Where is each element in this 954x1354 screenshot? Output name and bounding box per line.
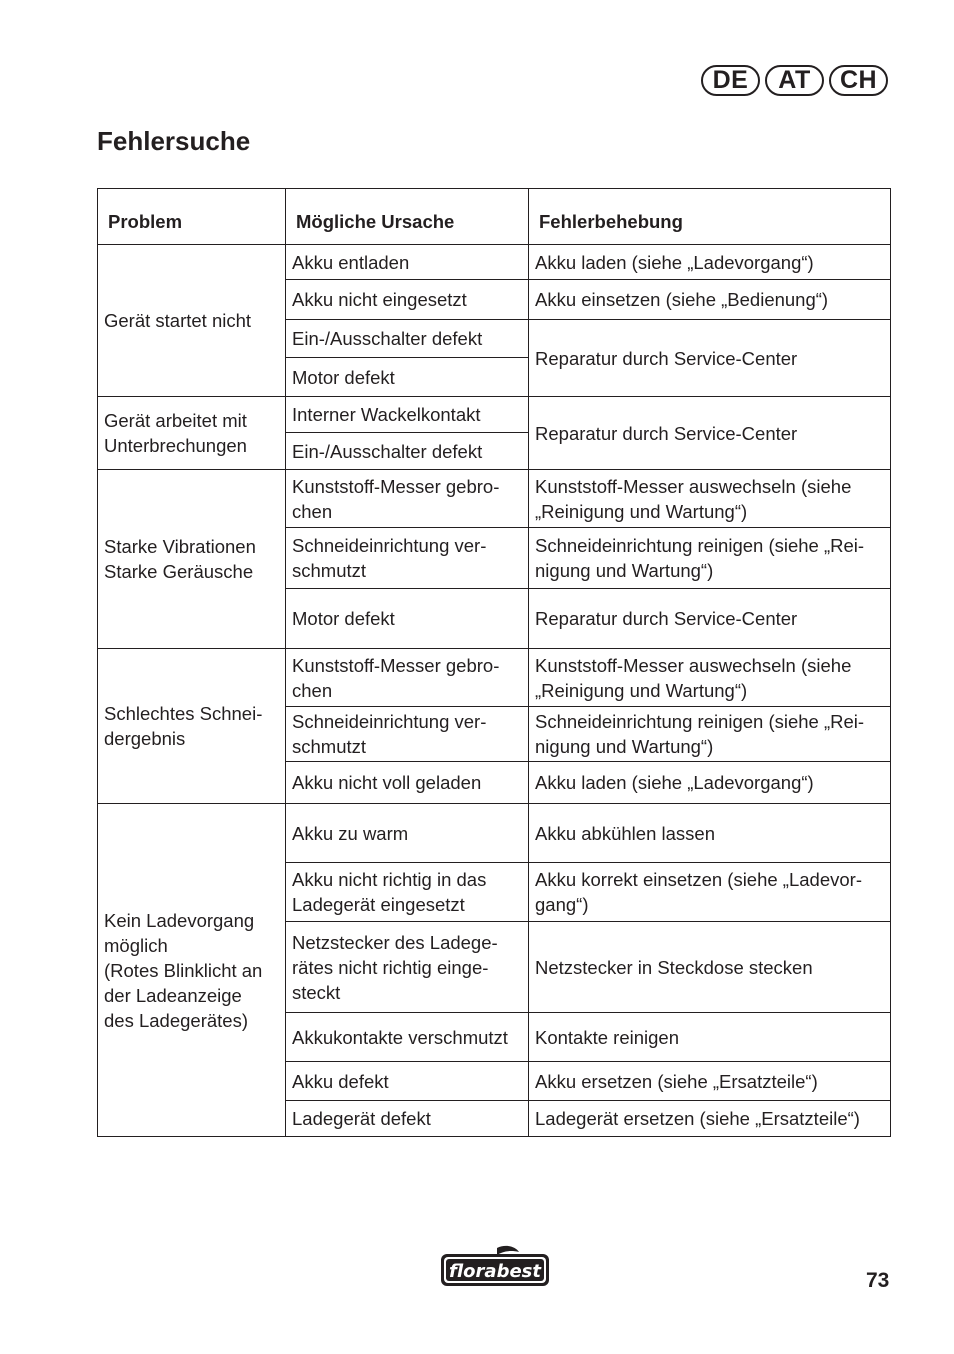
table-row <box>98 245 891 280</box>
page-title: Fehlersuche <box>97 126 251 156</box>
remedy-cell: Schneideinrichtung reinigen (siehe „Rei- nigung und Wartung“) <box>529 528 891 589</box>
cause-cell: Akku nicht richtig in das Ladegerät eingesetzt <box>286 863 529 922</box>
cause-cell: Ein-/Ausschalter defekt <box>286 433 529 470</box>
column-header-cause: Mögliche Ursache <box>286 189 529 245</box>
cause-cell: Kunststoff-Messer gebro- chen <box>286 649 529 707</box>
remedy-cell: Akku laden (siehe „Ladevorgang“) <box>529 762 891 804</box>
remedy-cell: Kontakte reinigen <box>529 1013 891 1062</box>
remedy-cell: Ladegerät ersetzen (siehe „Ersatzteile“) <box>529 1101 891 1137</box>
country-badge-ch: CH <box>829 65 888 96</box>
problem-cell: Starke Vibrationen Starke Geräusche <box>98 470 286 649</box>
country-badge-at: AT <box>765 65 824 96</box>
remedy-cell: Akku laden (siehe „Ladevorgang“) <box>529 245 891 280</box>
cause-cell: Akku entladen <box>286 245 529 280</box>
brand-logo-text: florabest <box>449 1261 541 1282</box>
country-badges <box>701 65 888 96</box>
cause-cell: Ein-/Ausschalter defekt <box>286 320 529 358</box>
table-row <box>98 470 891 528</box>
cause-cell: Kunststoff-Messer gebro- chen <box>286 470 529 528</box>
remedy-cell: Kunststoff-Messer auswechseln (siehe „Reinigung und Wartung“) <box>529 470 891 528</box>
remedy-cell: Netzstecker in Steckdose stecken <box>529 922 891 1013</box>
cause-cell: Schneideinrichtung ver- schmutzt <box>286 707 529 762</box>
remedy-cell: Akku korrekt einsetzen (siehe „Ladevor- gang“) <box>529 863 891 922</box>
brand-logo <box>439 1244 551 1295</box>
cause-cell: Akku zu warm <box>286 804 529 863</box>
page-number: 73 <box>866 1269 890 1292</box>
cause-cell: Akku defekt <box>286 1062 529 1101</box>
column-header-problem: Problem <box>98 189 286 245</box>
remedy-cell: Reparatur durch Service-Center <box>529 320 891 397</box>
remedy-cell: Schneideinrichtung reinigen (siehe „Rei- nigung und Wartung“) <box>529 707 891 762</box>
cause-cell: Motor defekt <box>286 589 529 649</box>
cause-cell: Netzstecker des Ladege- rätes nicht richtig einge- steckt <box>286 922 529 1013</box>
problem-cell: Schlechtes Schnei- dergebnis <box>98 649 286 804</box>
table-row <box>98 649 891 707</box>
remedy-cell: Reparatur durch Service-Center <box>529 589 891 649</box>
cause-cell: Akku nicht eingesetzt <box>286 280 529 320</box>
country-badge-de: DE <box>701 65 760 96</box>
remedy-cell: Akku einsetzen (siehe „Bedienung“) <box>529 280 891 320</box>
remedy-cell: Akku abkühlen lassen <box>529 804 891 863</box>
cause-cell: Motor defekt <box>286 358 529 397</box>
remedy-cell: Reparatur durch Service-Center <box>529 397 891 470</box>
problem-cell: Kein Ladevorgang möglich (Rotes Blinklicht an der Ladeanzeige des Ladegerätes) <box>98 804 286 1137</box>
cause-cell: Interner Wackelkontakt <box>286 397 529 433</box>
problem-cell: Gerät startet nicht <box>98 245 286 397</box>
column-header-remedy: Fehlerbehebung <box>529 189 891 245</box>
cause-cell: Ladegerät defekt <box>286 1101 529 1137</box>
table-row <box>98 397 891 433</box>
cause-cell: Schneideinrichtung ver- schmutzt <box>286 528 529 589</box>
remedy-cell: Akku ersetzen (siehe „Ersatzteile“) <box>529 1062 891 1101</box>
cause-cell: Akkukontakte verschmutzt <box>286 1013 529 1062</box>
troubleshooting-table <box>97 188 891 1137</box>
problem-cell: Gerät arbeitet mit Unterbrechungen <box>98 397 286 470</box>
table-header-row <box>98 189 891 245</box>
florabest-logo-icon <box>439 1244 551 1290</box>
table-row <box>98 804 891 863</box>
cause-cell: Akku nicht voll geladen <box>286 762 529 804</box>
remedy-cell: Kunststoff-Messer auswechseln (siehe „Reinigung und Wartung“) <box>529 649 891 707</box>
